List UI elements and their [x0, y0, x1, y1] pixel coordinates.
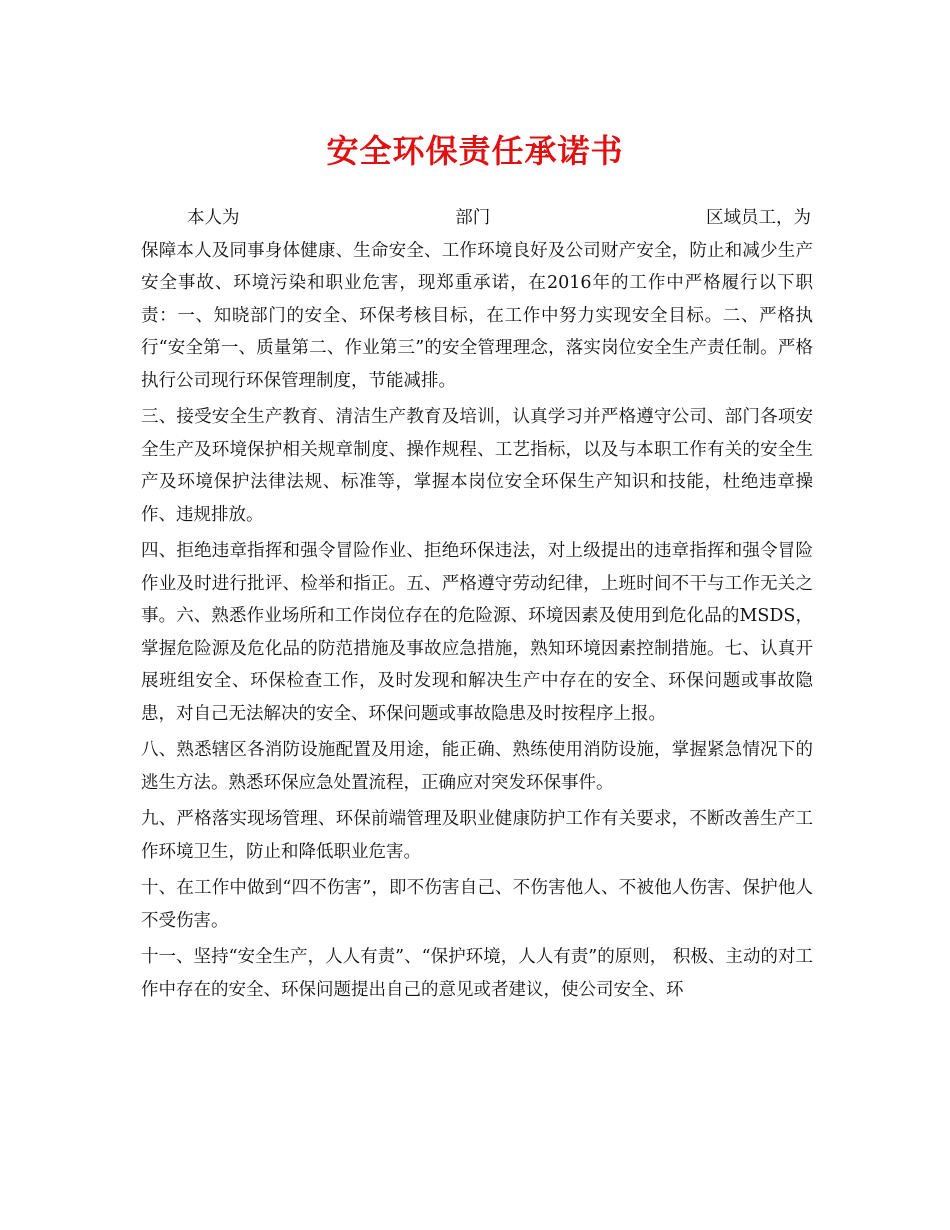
intro-first-line — [141, 202, 813, 235]
paragraph-8: 八、熟悉辖区各消防设施配置及用途，能正确、熟练使用消防设施，掌握紧急情况下的逃生方法。熟悉环保应急处置流程，正确应对突发环保事件。 — [141, 740, 813, 793]
intro-department-label: 部门 — [455, 208, 491, 228]
paragraph-4-7: 四、拒绝违章指挥和强令冒险作业、拒绝环保违法，对上级提出的违章指挥和强令冒险作业及时进行批评、检举和指正。五、严格遵守劳动纪律，上班时间不干与工作无关之事。六、熟悉作业场所和工作岗位存在的危险源、环境因素及使用到危化品的MSDS，掌握危险源及危化品的防范措施及事故应急措施，熟知环境因素控制措施。七、认真开展班组安全、环保检查工作，及时发现和解决生产中存在的安全、环保问题或事故隐患，对自己无法解决的安全、环保问题或事故隐患及时按程序上报。 — [141, 541, 813, 724]
paragraph-9: 九、严格落实现场管理、环保前端管理及职业健康防护工作有关要求，不断改善生产工作环境卫生，防止和降低职业危害。 — [141, 809, 813, 862]
document-body — [141, 202, 813, 1006]
paragraph-11: 十一、坚持“安全生产，人人有责”、“保护环境，人人有责”的原则， 积极、主动的对工作中存在的安全、环保问题提出自己的意见或者建议，使公司安全、环 — [141, 947, 813, 1000]
document-title: 安全环保责任承诺书 — [326, 132, 624, 170]
paragraph-10: 十、在工作中做到“四不伤害”，即不伤害自己、不伤害他人、不被他人伤害、保护他人不受伤害。 — [141, 878, 813, 931]
paragraph-3: 三、接受安全生产教育、清洁生产教育及培训，认真学习并严格遵守公司、部门各项安全生产及环境保护相关规章制度、操作规程、工艺指标，以及与本职工作有关的安全生产及环境保护法律法规、标准等，掌握本岗位安全环保生产知识和技能，杜绝违章操作、违规排放。 — [141, 407, 813, 525]
intro-paragraph — [141, 202, 813, 397]
intro-person-label: 本人为 — [187, 208, 240, 228]
intro-continuation: 保障本人及同事身体健康、生命安全、工作环境良好及公司财产安全，防止和减少生产安全事故、环境污染和职业危害，现郑重承诺，在2016年的工作中严格履行以下职责：一、知晓部门的安全、环保考核目标，在工作中努力实现安全目标。二、严格执行“安全第一、质量第二、作业第三”的安全管理理念，落实岗位安全生产责任制。严格执行公司现行环保管理制度，节能减排。 — [141, 240, 813, 391]
intro-area-label: 区域员工，为 — [706, 208, 811, 228]
